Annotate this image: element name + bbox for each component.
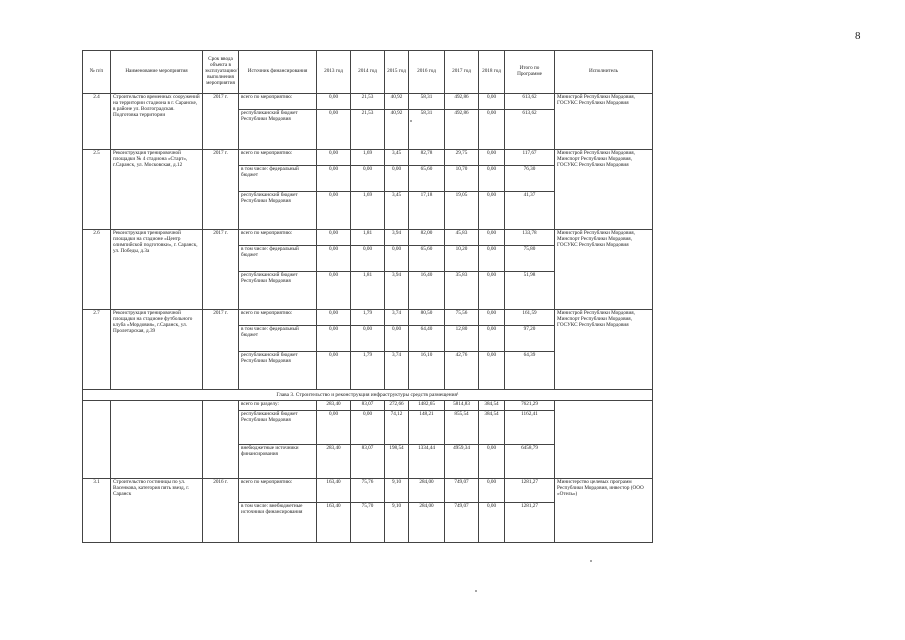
amount-cell: 0,00 xyxy=(317,326,351,352)
amount-cell: 16,40 xyxy=(409,272,445,310)
amount-cell: 384,54 xyxy=(479,401,505,411)
funding-source: внебюджетные источники финансирования xyxy=(239,445,317,479)
header-cell: 2016 год xyxy=(409,51,445,94)
measure-name: Реконструкция тренировочной площадки на стадионе футбольного клуба «Мордовия», г.Саранск, ул. Пролетарская, д.39 xyxy=(111,310,203,390)
empty-cell xyxy=(203,401,239,479)
amount-cell: 1,79 xyxy=(351,310,385,326)
table-row xyxy=(83,310,653,326)
section-title: Глава 3. Строительство и реконструкция инфраструктуры средств размещения¹ xyxy=(83,390,653,401)
amount-cell: 97,20 xyxy=(505,326,555,352)
funding-source: республиканский бюджет Республики Мордовия xyxy=(239,411,317,445)
amount-cell: 19,05 xyxy=(445,192,479,230)
amount-cell: 51,98 xyxy=(505,272,555,310)
amount-cell: 0,00 xyxy=(479,479,505,503)
amount-cell: 0,00 xyxy=(479,272,505,310)
amount-cell: 16,10 xyxy=(409,352,445,390)
funding-source: всего по разделу: xyxy=(239,401,317,411)
amount-cell: 1,81 xyxy=(351,272,385,310)
amount-cell: 1,69 xyxy=(351,150,385,166)
amount-cell: 42,76 xyxy=(445,352,479,390)
amount-cell: 384,54 xyxy=(479,411,505,445)
amount-cell: 12,80 xyxy=(445,326,479,352)
empty-cell xyxy=(111,401,203,479)
amount-cell: 0,00 xyxy=(317,352,351,390)
funding-source: всего по мероприятию: xyxy=(239,230,317,246)
amount-cell: 492,86 xyxy=(445,94,479,110)
amount-cell: 75,56 xyxy=(445,310,479,326)
table-row xyxy=(83,479,653,503)
commission-term: 2017 г. xyxy=(203,310,239,390)
commission-term: 2017 г. xyxy=(203,94,239,150)
amount-cell: 1281,27 xyxy=(505,479,555,503)
amount-cell: 65,60 xyxy=(409,246,445,272)
amount-cell: 1281,27 xyxy=(505,503,555,543)
funding-source: республиканский бюджет Республики Мордовия xyxy=(239,110,317,150)
amount-cell: 35,83 xyxy=(445,272,479,310)
amount-cell: 148,21 xyxy=(409,411,445,445)
amount-cell: 21,53 xyxy=(351,94,385,110)
amount-cell: 284,00 xyxy=(409,479,445,503)
amount-cell: 749,07 xyxy=(445,479,479,503)
amount-cell: 0,00 xyxy=(479,230,505,246)
funding-source: в том числе: федеральный бюджет xyxy=(239,166,317,192)
empty-cell xyxy=(555,401,653,479)
amount-cell: 6458,79 xyxy=(505,445,555,479)
amount-cell: 75,76 xyxy=(351,479,385,503)
amount-cell: 0,00 xyxy=(479,94,505,110)
header-cell: Срок ввода объекта в эксплуатацию/ выполнения мероприятия xyxy=(203,51,239,94)
amount-cell: 855,54 xyxy=(445,411,479,445)
amount-cell: 3,74 xyxy=(385,310,409,326)
amount-cell: 0,00 xyxy=(479,192,505,230)
table-header-row xyxy=(83,51,653,94)
amount-cell: 0,00 xyxy=(385,246,409,272)
funding-source: в том числе: федеральный бюджет xyxy=(239,246,317,272)
amount-cell: 64,40 xyxy=(409,326,445,352)
commission-term: 2016 г. xyxy=(203,479,239,543)
summary-row xyxy=(83,401,653,411)
amount-cell: 163,40 xyxy=(317,479,351,503)
executor: Министрой Республики Мордовия, Минспорт Республики Мордовия, ГОСУКС Республики Мордовия xyxy=(555,150,653,230)
amount-cell: 0,00 xyxy=(317,272,351,310)
amount-cell: 0,00 xyxy=(317,110,351,150)
amount-cell: 0,00 xyxy=(479,150,505,166)
amount-cell: 65,60 xyxy=(409,166,445,192)
header-cell: 2013 год xyxy=(317,51,351,94)
amount-cell: 29,75 xyxy=(445,150,479,166)
header-cell: Наименование мероприятия xyxy=(111,51,203,94)
row-number: 2.4 xyxy=(83,94,111,150)
amount-cell: 3,45 xyxy=(385,192,409,230)
amount-cell: 80,50 xyxy=(409,310,445,326)
amount-cell: 0,00 xyxy=(317,166,351,192)
amount-cell: 75,70 xyxy=(351,503,385,543)
amount-cell: 0,00 xyxy=(479,310,505,326)
row-number: 3.1 xyxy=(83,479,111,543)
section-title-row xyxy=(83,390,653,401)
page-number: 8 xyxy=(855,30,861,42)
amount-cell: 45,83 xyxy=(445,230,479,246)
amount-cell: 492,86 xyxy=(445,110,479,150)
funding-source: всего по мероприятию: xyxy=(239,479,317,503)
executor: Министрой Республики Мордовия, ГОСУКС Республики Мордовия xyxy=(555,94,653,150)
funding-source: всего по мероприятию: xyxy=(239,150,317,166)
amount-cell: 161,59 xyxy=(505,310,555,326)
amount-cell: 117,67 xyxy=(505,150,555,166)
amount-cell: 0,00 xyxy=(317,310,351,326)
amount-cell: 133,78 xyxy=(505,230,555,246)
amount-cell: 3,94 xyxy=(385,230,409,246)
budget-table xyxy=(82,50,653,543)
amount-cell: 4959,34 xyxy=(445,445,479,479)
amount-cell: 41,37 xyxy=(505,192,555,230)
amount-cell: 83,07 xyxy=(351,401,385,411)
row-number: 2.7 xyxy=(83,310,111,390)
amount-cell: 0,00 xyxy=(479,246,505,272)
amount-cell: 0,00 xyxy=(351,166,385,192)
amount-cell: 0,00 xyxy=(385,326,409,352)
amount-cell: 0,00 xyxy=(479,166,505,192)
measure-name: Реконструкция тренировочной площадки на стадионе «Центр олимпийской подготовки», г. Саранск, ул. Победы, д.3а xyxy=(111,230,203,310)
amount-cell: 0,00 xyxy=(351,246,385,272)
amount-cell: 0,00 xyxy=(351,411,385,445)
funding-source: республиканский бюджет Республики Мордовия xyxy=(239,352,317,390)
row-number: 2.6 xyxy=(83,230,111,310)
amount-cell: 0,00 xyxy=(479,352,505,390)
amount-cell: 5814,83 xyxy=(445,401,479,411)
amount-cell: 163,40 xyxy=(317,503,351,543)
table-row xyxy=(83,150,653,166)
commission-term: 2017 г. xyxy=(203,230,239,310)
amount-cell: 58,31 xyxy=(409,110,445,150)
amount-cell: 0,00 xyxy=(317,94,351,110)
amount-cell: 613,62 xyxy=(505,94,555,110)
amount-cell: 3,74 xyxy=(385,352,409,390)
amount-cell: 283,40 xyxy=(317,401,351,411)
amount-cell: 0,00 xyxy=(479,503,505,543)
measure-name: Реконструкция тренировочной площадки № 4 стадиона «Старт», г.Саранск, ул. Московская, д.12 xyxy=(111,150,203,230)
amount-cell: 272,66 xyxy=(385,401,409,411)
amount-cell: 613,62 xyxy=(505,110,555,150)
scan-speck xyxy=(410,120,412,122)
amount-cell: 10,70 xyxy=(445,166,479,192)
amount-cell: 82,78 xyxy=(409,150,445,166)
table-row xyxy=(83,230,653,246)
scan-speck xyxy=(475,590,477,592)
amount-cell: 0,00 xyxy=(351,326,385,352)
amount-cell: 9,10 xyxy=(385,503,409,543)
amount-cell: 10,20 xyxy=(445,246,479,272)
amount-cell: 9,10 xyxy=(385,479,409,503)
commission-term: 2017 г. xyxy=(203,150,239,230)
amount-cell: 198,54 xyxy=(385,445,409,479)
header-cell: Исполнитель xyxy=(555,51,653,94)
amount-cell: 3,45 xyxy=(385,150,409,166)
amount-cell: 74,12 xyxy=(385,411,409,445)
amount-cell: 1482,65 xyxy=(409,401,445,411)
scan-speck xyxy=(590,560,592,562)
amount-cell: 1,81 xyxy=(351,230,385,246)
amount-cell: 0,00 xyxy=(385,166,409,192)
funding-source: республиканский бюджет Республики Мордовия xyxy=(239,192,317,230)
executor: Министерство целевых программ Республики Мордовия, инвестор (ООО «Отель») xyxy=(555,479,653,543)
amount-cell: 1162,41 xyxy=(505,411,555,445)
amount-cell: 3,94 xyxy=(385,272,409,310)
amount-cell: 1,69 xyxy=(351,192,385,230)
amount-cell: 284,00 xyxy=(409,503,445,543)
amount-cell: 1,79 xyxy=(351,352,385,390)
header-cell: 2017 год xyxy=(445,51,479,94)
funding-source: республиканский бюджет Республики Мордовия xyxy=(239,272,317,310)
funding-source: всего по мероприятию: xyxy=(239,94,317,110)
amount-cell: 0,00 xyxy=(317,230,351,246)
empty-cell xyxy=(83,401,111,479)
amount-cell: 0,00 xyxy=(317,150,351,166)
executor: Министрой Республики Мордовия, Минспорт Республики Мордовия, ГОСУКС Республики Мордовия xyxy=(555,310,653,390)
amount-cell: 40,92 xyxy=(385,110,409,150)
funding-source: в том числе: внебюджетные источники финансирования xyxy=(239,503,317,543)
header-cell: Итого по Программе xyxy=(505,51,555,94)
amount-cell: 75,80 xyxy=(505,246,555,272)
funding-source: в том числе: федеральный бюджет xyxy=(239,326,317,352)
header-cell: 2014 год xyxy=(351,51,385,94)
amount-cell: 0,00 xyxy=(317,246,351,272)
amount-cell: 0,00 xyxy=(317,192,351,230)
amount-cell: 1334,44 xyxy=(409,445,445,479)
header-cell: 2018 год xyxy=(479,51,505,94)
measure-name: Строительство гостиницы по ул. Васенкова, категория пять звезд, г. Саранск xyxy=(111,479,203,543)
header-cell: 2015 год xyxy=(385,51,409,94)
amount-cell: 283,40 xyxy=(317,445,351,479)
header-cell: Источник финансирования xyxy=(239,51,317,94)
amount-cell: 0,00 xyxy=(479,326,505,352)
executor: Министрой Республики Мордовия, Минспорт Республики Мордовия, ГОСУКС Республики Мордовия xyxy=(555,230,653,310)
amount-cell: 83,07 xyxy=(351,445,385,479)
amount-cell: 40,92 xyxy=(385,94,409,110)
row-number: 2.5 xyxy=(83,150,111,230)
amount-cell: 82,00 xyxy=(409,230,445,246)
amount-cell: 0,00 xyxy=(317,411,351,445)
amount-cell: 0,00 xyxy=(479,110,505,150)
measure-name: Строительство временных сооружений на территории стадиона в г. Саранске, в районе ул. Волгоградская. Подготовка территории xyxy=(111,94,203,150)
amount-cell: 7621,29 xyxy=(505,401,555,411)
amount-cell: 0,00 xyxy=(479,445,505,479)
amount-cell: 64,39 xyxy=(505,352,555,390)
amount-cell: 58,31 xyxy=(409,94,445,110)
amount-cell: 21,53 xyxy=(351,110,385,150)
amount-cell: 17,18 xyxy=(409,192,445,230)
header-cell: № п/п xyxy=(83,51,111,94)
amount-cell: 749,07 xyxy=(445,503,479,543)
amount-cell: 76,30 xyxy=(505,166,555,192)
funding-source: всего по мероприятию: xyxy=(239,310,317,326)
table-row xyxy=(83,94,653,110)
